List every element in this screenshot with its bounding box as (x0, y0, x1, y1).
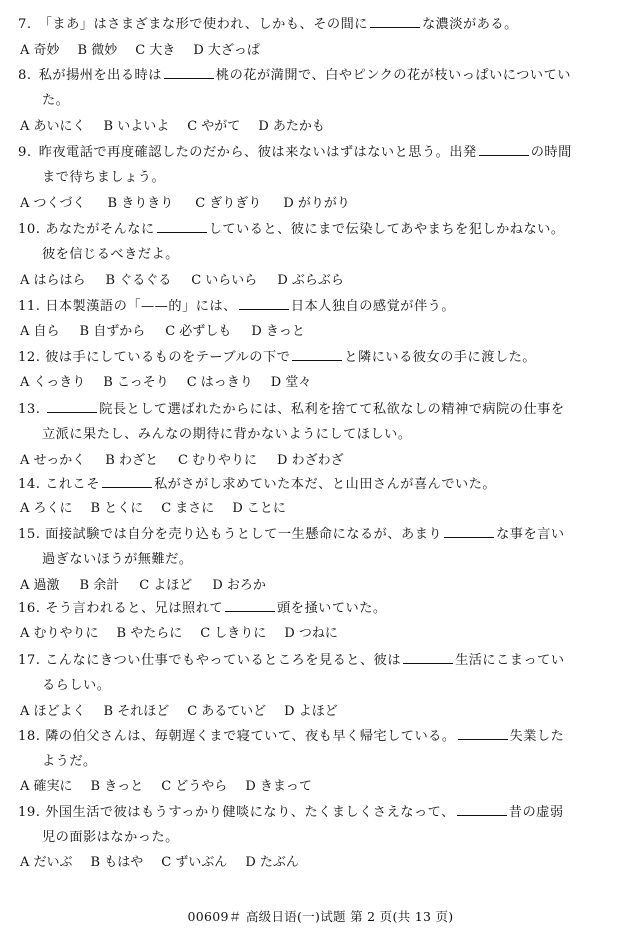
option-d: D がりがり (283, 196, 350, 211)
question-stem (18, 63, 625, 113)
option-b: B とくに (90, 501, 144, 516)
question-stem (18, 12, 625, 37)
option-d: D 大ざっぱ (193, 43, 260, 58)
answer-options (20, 194, 372, 214)
option-a: A はらはら (20, 273, 86, 288)
question-17 (18, 648, 625, 698)
option-a: A むりやりに (20, 626, 99, 641)
question-stem (18, 345, 625, 370)
option-b: B きりきり (107, 196, 174, 211)
option-b: B それほど (103, 704, 170, 719)
answer-blank (444, 525, 494, 538)
answer-options (20, 322, 325, 342)
question-text-before-blank: 私が揚州を出る時は (38, 68, 162, 83)
question-13 (18, 397, 625, 447)
option-c: C 必ずしも (165, 324, 232, 339)
option-d: D おろか (212, 578, 266, 593)
question-number: 16. (18, 601, 41, 616)
question-text-after-blank: 私がさがし求めていた本だ、と山田さんが喜んでいた。 (153, 477, 497, 492)
question-number: 14. (18, 477, 41, 492)
question-text-continuation: た。 (42, 93, 70, 108)
option-a: A あいにく (20, 119, 86, 134)
answer-blank (403, 651, 453, 664)
question-text-after-blank: の時間 (530, 145, 572, 160)
answer-options (20, 373, 329, 393)
question-text-after-blank: な事を言い (496, 527, 565, 542)
answer-blank (164, 66, 214, 79)
answer-blank (239, 297, 289, 310)
option-a: A くっきり (20, 375, 86, 390)
answer-options (20, 499, 304, 519)
question-text-after-blank: 頭を掻いていた。 (277, 601, 387, 616)
question-text-continuation: 過ぎないほうが無難だ。 (42, 552, 193, 567)
question-stem (18, 472, 625, 497)
answer-blank (102, 475, 152, 488)
question-text-before-blank: 外国生活で彼はもうすっかり健啖になり、たくましくさえなって、 (45, 805, 455, 820)
option-b: B 余計 (79, 578, 120, 593)
option-d: D よほど (284, 704, 338, 719)
question-number: 15. (18, 527, 41, 542)
answer-blank (458, 727, 508, 740)
option-b: B こっそり (103, 375, 169, 390)
question-number: 17. (18, 653, 41, 668)
question-text-continuation: 児の面影はなかった。 (42, 830, 179, 845)
question-text-continuation: まで待ちましょう。 (42, 170, 166, 185)
question-text-before-blank: そう言われると、兄は照れて (45, 601, 224, 616)
question-text-after-blank: な濃淡がある。 (422, 17, 518, 32)
option-b: B もはや (90, 855, 144, 870)
question-text-before-blank: これこそ (45, 477, 100, 492)
question-10 (18, 217, 625, 267)
option-a: A だいぶ (20, 855, 73, 870)
question-stem (18, 648, 625, 698)
question-text-continuation: ようだ。 (42, 754, 97, 769)
option-c: C むりやりに (177, 453, 258, 468)
option-c: C しきりに (200, 626, 267, 641)
option-c: C ぎりぎり (195, 196, 262, 211)
option-b: B きっと (90, 779, 144, 794)
question-9 (18, 140, 625, 190)
question-16 (18, 596, 625, 621)
option-b: B わざと (105, 453, 158, 468)
option-b: B 微妙 (77, 43, 118, 58)
option-a: A ろくに (20, 501, 73, 516)
answer-options (20, 576, 286, 596)
question-7 (18, 12, 625, 37)
question-text-before-blank: 昨夜電話で再度確認したのだから、彼は来ないはずはないと思う。出発 (38, 145, 477, 160)
question-text-after-blank: していると、彼にまで伝染してあやまちを犯しかねない。 (208, 222, 565, 237)
question-8 (18, 63, 625, 113)
question-stem (18, 522, 625, 572)
answer-options (20, 451, 364, 471)
answer-options (20, 853, 317, 873)
answer-options (20, 41, 278, 61)
answer-blank (370, 15, 420, 28)
question-text-continuation: 立派に果たし、みんなの期待に背かないようにしてほしい。 (42, 427, 412, 442)
option-a: A つくづく (20, 196, 86, 211)
answer-options (20, 271, 364, 291)
question-text-before-blank: こんなにきつい仕事でもやっているところを見ると、彼は (45, 653, 402, 668)
option-d: D きまって (245, 779, 312, 794)
question-stem (18, 294, 625, 319)
question-number: 10. (18, 222, 41, 237)
question-text-after-blank: 失業した (509, 729, 565, 744)
question-18 (18, 724, 625, 774)
question-text-before-blank: 隣の伯父さんは、毎朝遅くまで寝ていて、夜も早く帰宅している。 (45, 729, 456, 744)
question-stem (18, 800, 625, 850)
answer-options (20, 777, 330, 797)
question-number: 13. (18, 402, 41, 417)
answer-options (20, 117, 343, 137)
option-c: C ずいぶん (161, 855, 228, 870)
question-text-before-blank: 日本製漢語の「——的」には、 (45, 299, 237, 314)
question-text-after-blank: 桃の花が満開で、白やピンクの花が枝いっぱいについてい (215, 68, 571, 83)
option-c: C あるていど (187, 704, 267, 719)
question-text-after-blank: 昔の虚弱 (508, 805, 564, 820)
option-a: A ほどよく (20, 704, 86, 719)
question-text-before-blank: 「まあ」はさまざまな形で使われ、しかも、その間に (38, 17, 368, 32)
answer-blank (457, 803, 507, 816)
option-c: C どうやら (161, 779, 228, 794)
option-d: D わざわざ (277, 453, 344, 468)
option-c: C いらいら (191, 273, 258, 288)
question-text-continuation: 彼を信じるべきだよ。 (42, 247, 179, 262)
option-b: B 自ずから (79, 324, 146, 339)
question-text-before-blank: あなたがそんなに (45, 222, 155, 237)
question-number: 19. (18, 805, 41, 820)
question-text-after-blank: 日本人独自の感覚が伴う。 (290, 299, 456, 314)
answer-blank (225, 599, 275, 612)
option-a: A 奇妙 (20, 43, 60, 58)
question-number: 12. (18, 350, 41, 365)
option-d: D たぶん (245, 855, 299, 870)
answer-blank (47, 400, 97, 413)
question-stem (18, 140, 625, 190)
question-11 (18, 294, 625, 319)
question-stem (18, 217, 625, 267)
option-c: C 大き (135, 43, 176, 58)
option-d: D あたかも (258, 119, 325, 134)
answer-options (20, 624, 356, 644)
option-b: B やたらに (116, 626, 183, 641)
option-d: D 堂々 (270, 375, 312, 390)
answer-blank (292, 348, 342, 361)
question-15 (18, 522, 625, 572)
question-stem (18, 596, 625, 621)
option-c: C よほど (139, 578, 193, 593)
answer-blank (157, 220, 207, 233)
option-a: A 自ら (20, 324, 60, 339)
answer-blank (479, 143, 529, 156)
question-12 (18, 345, 625, 370)
option-b: B いよいよ (103, 119, 170, 134)
option-a: A せっかく (20, 453, 86, 468)
question-text-continuation: るらしい。 (42, 678, 111, 693)
question-text-after-blank: 生活にこまってい (455, 653, 565, 668)
option-d: D きっと (251, 324, 305, 339)
question-number: 8. (18, 68, 32, 83)
option-d: D ぶらぶら (277, 273, 344, 288)
page-footer: 00609＃ 高级日语(一)试题 第 2 页(共 13 页) (187, 909, 454, 924)
question-number: 18. (18, 729, 41, 744)
answer-options (20, 702, 356, 722)
question-text-before-blank: 面接試験では自分を売り込もうとして一生懸命になるが、あまり (45, 527, 443, 542)
question-14 (18, 472, 625, 497)
option-b: B ぐるぐる (105, 273, 172, 288)
option-a: A 過激 (20, 578, 60, 593)
option-d: D ことに (232, 501, 286, 516)
option-c: C やがて (187, 119, 241, 134)
question-text-after-blank: 院長として選ばれたからには、私利を捨てて私欲なしの精神で病院の仕事を (99, 402, 565, 417)
option-c: C まさに (161, 501, 215, 516)
option-d: D つねに (284, 626, 338, 641)
question-stem (18, 724, 625, 774)
option-a: A 確実に (20, 779, 73, 794)
question-number: 7. (18, 17, 32, 32)
question-number: 9. (18, 145, 32, 160)
question-text-after-blank: と隣にいる彼女の手に渡した。 (344, 350, 536, 365)
question-number: 11. (18, 299, 41, 314)
question-stem (18, 397, 625, 447)
option-c: C はっきり (186, 375, 253, 390)
question-text-before-blank: 彼は手にしているものをテーブルの下で (45, 350, 291, 365)
question-19 (18, 800, 625, 850)
